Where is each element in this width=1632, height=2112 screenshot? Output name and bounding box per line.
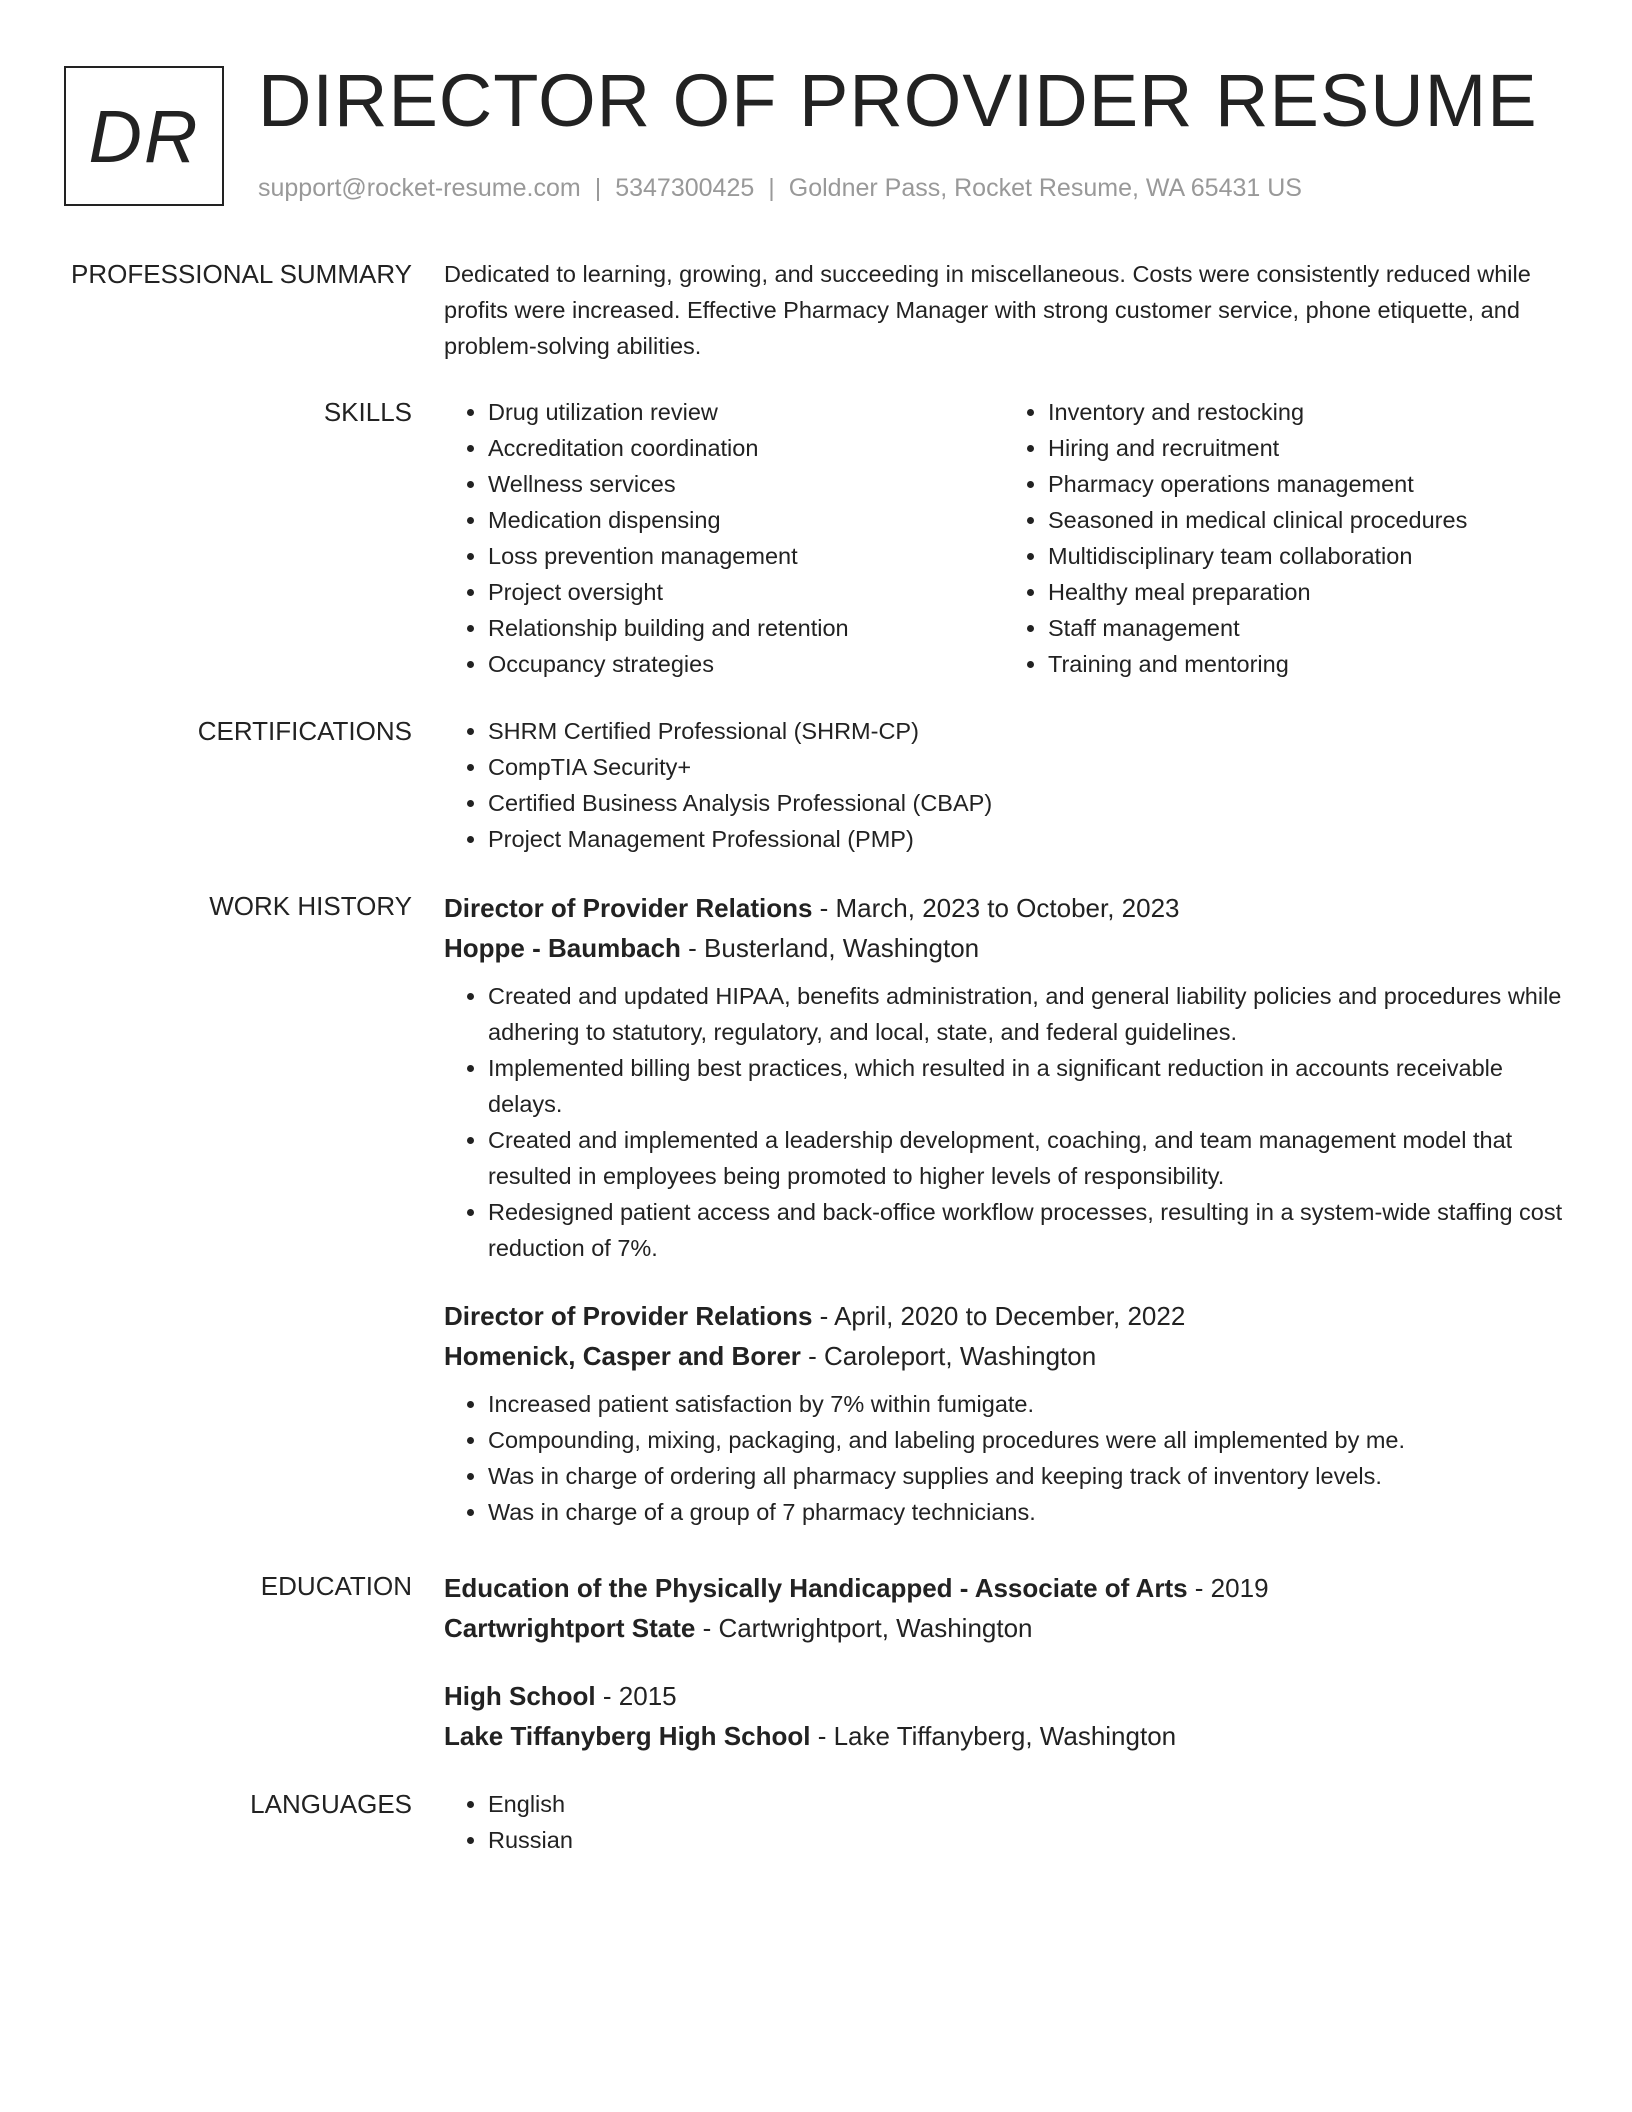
skill-item: • Healthy meal preparation [1048,574,1564,610]
job-bullet: • Increased patient satisfaction by 7% within fumigate. [488,1386,1564,1422]
job-bullet: • Redesigned patient access and back-office workflow processes, resulting in a system-wide staffing cost reduction of 7%. [488,1194,1564,1266]
job-title: Director of Provider Relations [444,893,813,923]
section-heading-skills: SKILLS [323,397,412,427]
education-school-line [444,1716,1564,1756]
skills-list-left [444,394,1004,682]
skill-item: • Occupancy strategies [488,646,1004,682]
skills-list-right [1004,394,1564,682]
education-location: - Lake Tiffanyberg, Washington [810,1721,1177,1751]
contact-separator: | [768,174,775,202]
job-dates: - April, 2020 to December, 2022 [812,1301,1186,1331]
job-bullet: • Created and updated HIPAA, benefits administration, and general liability policies and procedures while adhering to statutory, regulatory, and local, state, and federal guidelines. [488,978,1564,1050]
skill-item: • Drug utilization review [488,394,1004,430]
language-item: • English [488,1786,1564,1822]
contact-separator: | [594,174,602,202]
skill-item: • Multidisciplinary team collaboration [1048,538,1564,574]
monogram-initials: DR [88,94,200,178]
work-history-content [444,888,1564,1530]
education-school: Lake Tiffanyberg High School [444,1721,811,1751]
certifications-content [444,713,1564,857]
skill-item: • Pharmacy operations management [1048,466,1564,502]
summary-text: Dedicated to learning, growing, and succeeding in miscellaneous. Costs were consistently reduced while profits were increased. Effective Pharmacy Manager with strong customer service, phone etiquette, and problem-solving abilities. [444,261,1531,359]
skill-item: • Medication dispensing [488,502,1004,538]
certification-item: • CompTIA Security+ [488,749,1564,785]
education-school: Cartwrightport State [444,1613,696,1643]
education-school-line [444,1608,1564,1648]
job-bullet: • Created and implemented a leadership development, coaching, and team management model that resulted in employees being promoted to higher levels of responsibility. [488,1122,1564,1194]
job-entry [444,1296,1564,1530]
certification-item: • Certified Business Analysis Professional (CBAP) [488,785,1564,821]
job-bullet: • Was in charge of ordering all pharmacy supplies and keeping track of inventory levels. [488,1458,1564,1494]
skill-item: • Relationship building and retention [488,610,1004,646]
job-company: Hoppe - Baumbach [444,933,681,963]
job-company: Homenick, Casper and Borer [444,1341,801,1371]
job-bullets [444,1386,1564,1530]
certification-item: • Project Management Professional (PMP) [488,821,1564,857]
job-bullet: • Was in charge of a group of 7 pharmacy technicians. [488,1494,1564,1530]
education-degree: High School [444,1681,596,1711]
job-bullet: • Implemented billing best practices, which resulted in a significant reduction in accounts receivable delays. [488,1050,1564,1122]
job-dates: - March, 2023 to October, 2023 [812,893,1180,923]
certifications-list [444,713,1564,857]
languages-content [444,1786,1564,1858]
section-heading-education: EDUCATION [260,1571,412,1601]
job-bullets [444,978,1564,1266]
contact-address: Goldner Pass, Rocket Resume, WA 65431 US [788,174,1302,202]
job-bullet: • Compounding, mixing, packaging, and labeling procedures were all implemented by me. [488,1422,1564,1458]
skill-item: • Training and mentoring [1048,646,1564,682]
education-entry [444,1568,1564,1648]
skill-item: • Seasoned in medical clinical procedures [1048,502,1564,538]
skill-item: • Accreditation coordination [488,430,1004,466]
languages-list [444,1786,1564,1858]
section-heading-certifications: CERTIFICATIONS [197,716,412,746]
skill-item: • Hiring and recruitment [1048,430,1564,466]
contact-email: support@rocket-resume.com [258,174,581,202]
job-location: - Caroleport, Washington [800,1341,1097,1371]
contact-phone: 5347300425 [615,174,755,202]
job-company-line [444,1336,1564,1376]
certification-item: • SHRM Certified Professional (SHRM-CP) [488,713,1564,749]
language-item: • Russian [488,1822,1564,1858]
skill-item: • Wellness services [488,466,1004,502]
education-degree-line [444,1568,1564,1608]
education-year: - 2019 [1187,1573,1269,1603]
resume-title: DIRECTOR OF PROVIDER RESUME [258,59,1538,142]
job-title-line [444,888,1564,928]
job-company-line [444,928,1564,968]
education-degree-line [444,1676,1564,1716]
section-heading-languages: LANGUAGES [250,1789,412,1819]
job-entry [444,888,1564,1266]
contact-line [258,174,1302,203]
education-location: - Cartwrightport, Washington [695,1613,1033,1643]
skill-item: • Staff management [1048,610,1564,646]
section-heading-work: WORK HISTORY [209,891,412,921]
monogram-box [64,66,224,206]
skills-columns [444,394,1564,682]
skill-item: • Project oversight [488,574,1004,610]
job-title-line [444,1296,1564,1336]
job-location: - Busterland, Washington [680,933,980,963]
section-heading-summary: PROFESSIONAL SUMMARY [71,259,412,289]
skill-item: • Loss prevention management [488,538,1004,574]
education-year: - 2015 [595,1681,677,1711]
education-entry [444,1676,1564,1756]
skill-item: • Inventory and restocking [1048,394,1564,430]
education-degree: Education of the Physically Handicapped - Associate of Arts [444,1573,1188,1603]
education-content [444,1568,1564,1756]
job-title: Director of Provider Relations [444,1301,813,1331]
